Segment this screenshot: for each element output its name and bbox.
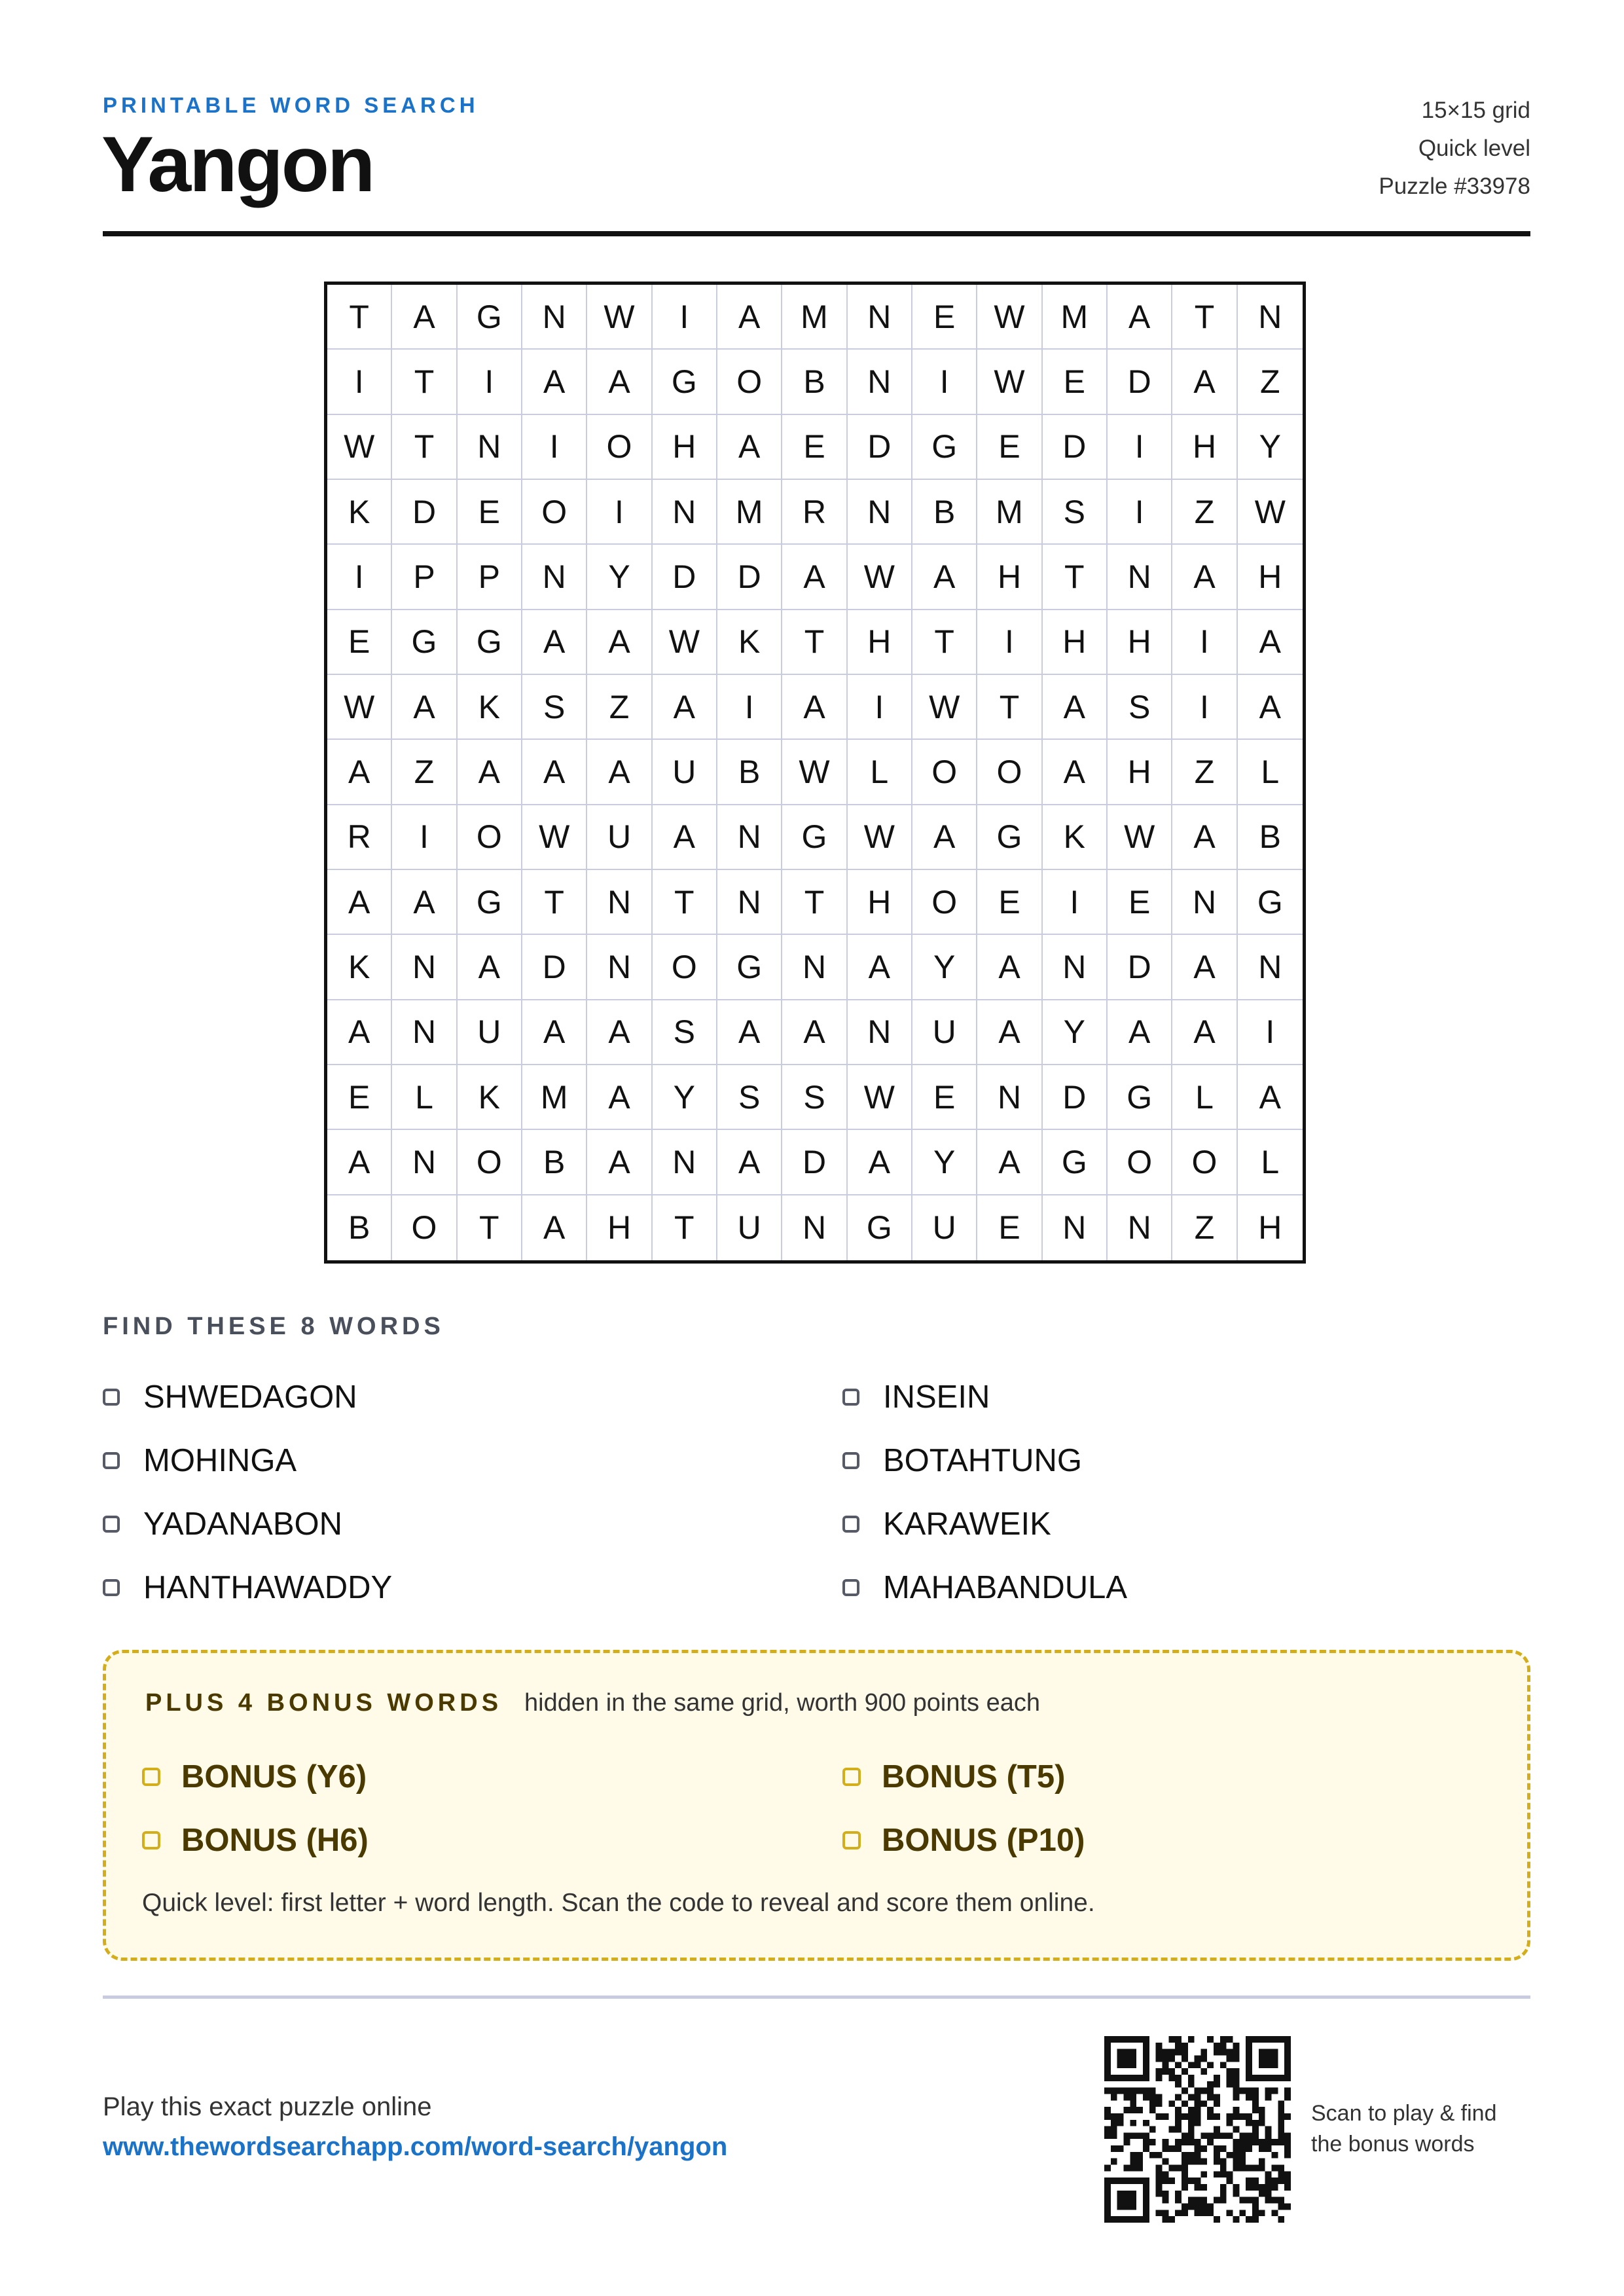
word-item[interactable] <box>842 1492 1235 1556</box>
grid-cell[interactable]: R <box>327 805 392 870</box>
grid-cell[interactable]: N <box>1043 1195 1108 1260</box>
grid-cell[interactable]: H <box>653 415 717 480</box>
word-item[interactable] <box>103 1429 842 1492</box>
grid-cell[interactable]: A <box>522 610 587 675</box>
grid-cell[interactable]: A <box>848 935 912 1000</box>
grid-cell[interactable]: A <box>392 285 457 350</box>
grid-cell[interactable]: I <box>1238 1000 1303 1065</box>
grid-cell[interactable]: A <box>327 1130 392 1195</box>
grid-cell[interactable]: A <box>1172 350 1237 414</box>
grid-cell[interactable]: N <box>392 1000 457 1065</box>
grid-cell[interactable]: N <box>1108 1195 1172 1260</box>
grid-cell[interactable]: N <box>587 935 652 1000</box>
grid-cell[interactable]: N <box>1238 285 1303 350</box>
grid-cell[interactable]: N <box>848 285 912 350</box>
grid-cell[interactable]: U <box>458 1000 522 1065</box>
footer-divider <box>103 1995 1530 1999</box>
grid-cell[interactable]: G <box>458 285 522 350</box>
find-words-heading: FIND THESE 8 WORDS <box>103 1313 444 1340</box>
grid-cell[interactable]: U <box>912 1195 977 1260</box>
grid-cell[interactable]: N <box>458 415 522 480</box>
grid-cell[interactable]: A <box>1172 545 1237 610</box>
grid-cell[interactable]: A <box>327 740 392 805</box>
grid-cell[interactable]: T <box>782 870 847 935</box>
grid-cell[interactable]: E <box>458 480 522 545</box>
grid-cell[interactable]: A <box>1238 610 1303 675</box>
grid-cell[interactable]: T <box>392 350 457 414</box>
grid-cell[interactable]: G <box>458 610 522 675</box>
grid-size-label: 15×15 grid <box>1421 98 1530 123</box>
grid-cell[interactable]: G <box>458 870 522 935</box>
grid-cell[interactable]: U <box>653 740 717 805</box>
grid-cell[interactable]: E <box>1108 870 1172 935</box>
grid-cell[interactable]: A <box>587 1130 652 1195</box>
grid-cell[interactable]: A <box>977 1130 1042 1195</box>
grid-cell[interactable]: H <box>848 610 912 675</box>
grid-cell[interactable]: Y <box>912 935 977 1000</box>
grid-cell[interactable]: T <box>977 675 1042 740</box>
word-item[interactable] <box>842 1429 1235 1492</box>
grid-cell[interactable]: I <box>977 610 1042 675</box>
word-label: YADANABON <box>143 1506 343 1542</box>
grid-cell[interactable]: W <box>848 1065 912 1130</box>
grid-cell[interactable]: B <box>1238 805 1303 870</box>
word-label: HANTHAWADDY <box>143 1569 393 1605</box>
grid-cell[interactable]: N <box>1238 935 1303 1000</box>
bonus-word-item[interactable] <box>142 1745 842 1808</box>
grid-cell[interactable]: L <box>1172 1065 1237 1130</box>
grid-cell[interactable]: A <box>392 675 457 740</box>
grid-cell[interactable]: I <box>327 545 392 610</box>
bonus-checkbox[interactable] <box>142 1768 160 1786</box>
grid-cell[interactable]: W <box>848 805 912 870</box>
grid-cell[interactable]: K <box>458 1065 522 1130</box>
grid-cell[interactable]: B <box>912 480 977 545</box>
grid-cell[interactable]: I <box>1108 480 1172 545</box>
bonus-note: Quick level: first letter + word length. Scan the code to reveal and score them online. <box>142 1889 1095 1917</box>
grid-cell[interactable]: E <box>977 1195 1042 1260</box>
puzzle-link[interactable]: www.thewordsearchapp.com/word-search/yangon <box>103 2132 728 2161</box>
grid-cell[interactable]: T <box>653 870 717 935</box>
grid-cell[interactable]: D <box>717 545 782 610</box>
checkbox[interactable] <box>103 1452 120 1469</box>
grid-cell[interactable]: T <box>522 870 587 935</box>
qr-caption <box>1311 2098 1497 2160</box>
grid-cell[interactable]: A <box>717 1000 782 1065</box>
grid-cell[interactable]: A <box>1172 1000 1237 1065</box>
grid-cell[interactable]: Z <box>587 675 652 740</box>
grid-cell[interactable]: W <box>977 285 1042 350</box>
grid-cell[interactable]: T <box>392 415 457 480</box>
grid-cell[interactable]: N <box>782 935 847 1000</box>
grid-cell[interactable]: D <box>782 1130 847 1195</box>
grid-cell[interactable]: D <box>848 415 912 480</box>
checkbox[interactable] <box>103 1579 120 1596</box>
grid-cell[interactable]: W <box>912 675 977 740</box>
grid-cell[interactable]: A <box>1172 935 1237 1000</box>
bonus-title: PLUS 4 BONUS WORDS <box>145 1689 503 1717</box>
grid-cell[interactable]: W <box>327 675 392 740</box>
bonus-word-label: BONUS (H6) <box>181 1822 369 1858</box>
grid-cell[interactable]: S <box>522 675 587 740</box>
grid-cell[interactable]: G <box>782 805 847 870</box>
grid-cell[interactable]: D <box>522 935 587 1000</box>
grid-cell[interactable]: N <box>653 1130 717 1195</box>
word-item[interactable] <box>842 1556 1235 1619</box>
grid-cell[interactable]: S <box>1108 675 1172 740</box>
grid-cell[interactable]: H <box>587 1195 652 1260</box>
word-label: MOHINGA <box>143 1442 297 1478</box>
grid-cell[interactable]: I <box>522 415 587 480</box>
word-label: MAHABANDULA <box>883 1569 1128 1605</box>
grid-cell[interactable]: A <box>327 870 392 935</box>
grid-cell[interactable]: I <box>1172 675 1237 740</box>
grid-cell[interactable]: O <box>717 350 782 414</box>
grid-cell[interactable]: P <box>392 545 457 610</box>
grid-cell[interactable]: A <box>522 1195 587 1260</box>
word-label: KARAWEIK <box>883 1506 1051 1542</box>
grid-cell[interactable]: T <box>912 610 977 675</box>
grid-cell[interactable]: H <box>1258 1209 1282 1247</box>
grid-cell[interactable]: A <box>848 1130 912 1195</box>
grid-cell[interactable]: E <box>912 1065 977 1130</box>
grid-cell[interactable]: U <box>587 805 652 870</box>
grid-cell[interactable]: S <box>782 1065 847 1130</box>
grid-cell[interactable]: A <box>522 740 587 805</box>
grid-cell[interactable]: A <box>522 1000 587 1065</box>
grid-cell[interactable]: H <box>977 545 1042 610</box>
grid-cell[interactable]: M <box>977 480 1042 545</box>
grid-cell[interactable]: I <box>912 350 977 414</box>
grid-cell[interactable]: E <box>782 415 847 480</box>
grid-cell[interactable]: A <box>912 805 977 870</box>
grid-cell[interactable]: O <box>392 1195 457 1260</box>
grid-cell[interactable]: N <box>653 480 717 545</box>
qr-caption-line: Scan to play & find <box>1311 2101 1497 2126</box>
grid-cell[interactable]: I <box>587 480 652 545</box>
grid-cell[interactable]: D <box>1108 350 1172 414</box>
grid-cell[interactable]: O <box>912 740 977 805</box>
grid-cell[interactable]: O <box>458 1130 522 1195</box>
grid-cell[interactable]: D <box>1043 1065 1108 1130</box>
grid-cell[interactable]: N <box>848 1000 912 1065</box>
bonus-word-list <box>142 1745 1235 1872</box>
grid-cell[interactable]: L <box>1238 1130 1303 1195</box>
grid-cell[interactable]: Y <box>587 545 652 610</box>
checkbox[interactable] <box>842 1516 859 1533</box>
checkbox[interactable] <box>103 1389 120 1406</box>
bonus-checkbox[interactable] <box>842 1831 861 1850</box>
grid-cell[interactable]: A <box>782 545 847 610</box>
grid-cell[interactable]: Z <box>392 740 457 805</box>
grid-cell[interactable]: A <box>587 350 652 414</box>
grid-cell[interactable]: Z <box>1172 1195 1237 1260</box>
grid-cell[interactable]: G <box>653 350 717 414</box>
grid-cell[interactable]: N <box>717 805 782 870</box>
grid-cell[interactable]: Y <box>1043 1000 1108 1065</box>
grid-cell[interactable]: T <box>327 285 392 350</box>
grid-cell[interactable]: A <box>1043 675 1108 740</box>
grid-cell[interactable]: N <box>1172 870 1237 935</box>
grid-cell[interactable]: U <box>717 1195 782 1260</box>
grid-cell[interactable]: A <box>912 545 977 610</box>
grid-cell[interactable]: R <box>782 480 847 545</box>
grid-cell[interactable]: G <box>1108 1065 1172 1130</box>
grid-cell[interactable]: G <box>1043 1130 1108 1195</box>
grid-cell[interactable]: E <box>327 610 392 675</box>
grid-cell[interactable]: A <box>1238 675 1303 740</box>
grid-cell[interactable]: N <box>782 1195 847 1260</box>
grid-cell[interactable]: U <box>912 1000 977 1065</box>
grid-cell[interactable]: N <box>848 350 912 414</box>
grid-cell[interactable]: N <box>717 870 782 935</box>
grid-cell[interactable]: N <box>522 545 587 610</box>
grid-cell[interactable]: I <box>458 350 522 414</box>
header-divider <box>103 231 1530 236</box>
grid-cell[interactable]: A <box>717 1130 782 1195</box>
grid-cell[interactable]: Z <box>1238 350 1303 414</box>
grid-cell[interactable]: A <box>587 1000 652 1065</box>
grid-cell[interactable]: N <box>1108 545 1172 610</box>
grid-cell[interactable]: O <box>912 870 977 935</box>
grid-cell[interactable]: Z <box>1172 740 1237 805</box>
grid-cell[interactable]: A <box>717 415 782 480</box>
grid-cell[interactable]: O <box>587 415 652 480</box>
grid-cell[interactable]: A <box>977 935 1042 1000</box>
level-label: Quick level <box>1418 136 1530 161</box>
grid-cell[interactable]: I <box>653 285 717 350</box>
grid-cell[interactable]: A <box>782 675 847 740</box>
bonus-checkbox[interactable] <box>842 1768 861 1786</box>
grid-cell[interactable]: D <box>1043 415 1108 480</box>
word-label: BOTAHTUNG <box>883 1442 1082 1478</box>
grid-cell[interactable]: W <box>977 350 1042 414</box>
grid-cell[interactable]: G <box>977 805 1042 870</box>
grid-cell[interactable]: S <box>1043 480 1108 545</box>
grid-cell[interactable]: O <box>1108 1130 1172 1195</box>
grid-cell[interactable]: Y <box>653 1065 717 1130</box>
grid-cell[interactable]: D <box>392 480 457 545</box>
word-label: SHWEDAGON <box>143 1379 357 1415</box>
grid-cell[interactable]: A <box>587 740 652 805</box>
grid-cell[interactable]: A <box>587 610 652 675</box>
grid-cell[interactable]: A <box>782 1000 847 1065</box>
grid-cell[interactable]: I <box>1172 610 1237 675</box>
grid-cell[interactable]: E <box>1043 350 1108 414</box>
puzzle-kicker: PRINTABLE WORD SEARCH <box>103 93 479 117</box>
qr-caption-line: the bonus words <box>1311 2132 1475 2157</box>
grid-cell[interactable]: Z <box>1172 480 1237 545</box>
grid-cell[interactable]: B <box>327 1195 392 1260</box>
grid-cell[interactable]: H <box>1172 415 1237 480</box>
checkbox[interactable] <box>842 1389 859 1406</box>
grid-cell[interactable]: K <box>717 610 782 675</box>
grid-cell[interactable]: D <box>1108 935 1172 1000</box>
word-item[interactable] <box>103 1365 842 1429</box>
bonus-word-item[interactable] <box>842 1745 1235 1808</box>
grid-cell[interactable]: N <box>1043 935 1108 1000</box>
puzzle-number-label: Puzzle #33978 <box>1379 173 1530 199</box>
grid-cell[interactable]: W <box>327 415 392 480</box>
grid-cell[interactable]: I <box>717 675 782 740</box>
word-item[interactable] <box>842 1365 1235 1429</box>
grid-cell[interactable]: N <box>392 935 457 1000</box>
grid-cell[interactable]: A <box>1108 285 1172 350</box>
grid-cell[interactable]: S <box>653 1000 717 1065</box>
grid-cell[interactable]: O <box>458 805 522 870</box>
grid-cell[interactable]: S <box>717 1065 782 1130</box>
word-label: INSEIN <box>883 1379 990 1415</box>
grid-cell[interactable]: G <box>912 415 977 480</box>
grid-cell[interactable]: A <box>717 285 782 350</box>
grid-cell[interactable]: N <box>587 870 652 935</box>
grid-cell[interactable]: B <box>522 1130 587 1195</box>
grid-cell[interactable]: T <box>458 1195 522 1260</box>
grid-cell[interactable]: P <box>458 545 522 610</box>
grid-cell[interactable]: E <box>977 870 1042 935</box>
grid-cell[interactable]: A <box>1238 1065 1303 1130</box>
grid-cell[interactable]: D <box>653 545 717 610</box>
bonus-word-label: BONUS (T5) <box>882 1758 1066 1795</box>
grid-cell[interactable]: T <box>653 1195 717 1260</box>
grid-cell[interactable]: W <box>522 805 587 870</box>
grid-cell[interactable]: E <box>327 1065 392 1130</box>
grid-cell[interactable]: W <box>653 610 717 675</box>
qr-code-icon[interactable] <box>1104 2036 1291 2223</box>
grid-cell[interactable]: W <box>587 285 652 350</box>
grid-cell[interactable]: H <box>1238 545 1303 610</box>
grid-cell[interactable]: T <box>1172 285 1237 350</box>
grid-cell[interactable]: I <box>848 675 912 740</box>
grid-cell[interactable]: K <box>458 675 522 740</box>
grid-cell[interactable]: B <box>717 740 782 805</box>
grid-cell[interactable]: O <box>1172 1130 1237 1195</box>
grid-cell[interactable]: O <box>653 935 717 1000</box>
bonus-panel <box>103 1650 1530 1961</box>
grid-cell[interactable]: Y <box>1238 415 1303 480</box>
grid-cell[interactable]: L <box>1238 740 1303 805</box>
grid-cell[interactable]: L <box>848 740 912 805</box>
grid-cell[interactable]: M <box>522 1065 587 1130</box>
grid-cell[interactable]: N <box>977 1065 1042 1130</box>
bonus-subtitle: hidden in the same grid, worth 900 points each <box>524 1689 1040 1717</box>
grid-cell[interactable]: A <box>1043 740 1108 805</box>
word-item[interactable] <box>103 1492 842 1556</box>
puzzle-meta <box>1379 92 1530 206</box>
word-item[interactable] <box>103 1556 842 1619</box>
grid-cell[interactable]: G <box>392 610 457 675</box>
bonus-checkbox[interactable] <box>142 1831 160 1850</box>
grid-cell[interactable]: A <box>458 935 522 1000</box>
grid-cell[interactable]: W <box>782 740 847 805</box>
bonus-word-label: BONUS (Y6) <box>181 1758 367 1795</box>
grid-cell[interactable]: A <box>1172 805 1237 870</box>
word-list <box>103 1365 1128 1619</box>
checkbox[interactable] <box>842 1452 859 1469</box>
grid-cell[interactable]: M <box>1043 285 1108 350</box>
grid-cell[interactable]: K <box>1043 805 1108 870</box>
bonus-header <box>145 1689 1040 1717</box>
grid-cell[interactable]: M <box>717 480 782 545</box>
grid-cell[interactable]: W <box>1238 480 1303 545</box>
grid-cell[interactable]: Y <box>912 1130 977 1195</box>
grid-cell[interactable]: H <box>848 870 912 935</box>
grid-cell[interactable]: A <box>458 740 522 805</box>
letter-grid[interactable] <box>324 282 1306 1264</box>
grid-cell[interactable]: N <box>522 285 587 350</box>
grid-cell[interactable]: G <box>1238 870 1303 935</box>
grid-cell[interactable]: H <box>1043 610 1108 675</box>
grid-cell[interactable]: B <box>782 350 847 414</box>
grid-cell[interactable]: I <box>392 805 457 870</box>
grid-cell[interactable]: G <box>848 1195 912 1260</box>
grid-cell[interactable]: N <box>392 1130 457 1195</box>
grid-cell[interactable]: T <box>782 610 847 675</box>
grid-cell[interactable]: N <box>848 480 912 545</box>
bonus-word-label: BONUS (P10) <box>882 1822 1085 1858</box>
bonus-word-item[interactable] <box>842 1808 1235 1872</box>
grid-cell[interactable]: I <box>1108 415 1172 480</box>
play-online-label: Play this exact puzzle online <box>103 2092 432 2121</box>
grid-cell[interactable]: O <box>522 480 587 545</box>
grid-cell[interactable]: A <box>392 870 457 935</box>
grid-cell[interactable]: L <box>392 1065 457 1130</box>
grid-cell[interactable]: K <box>327 480 392 545</box>
bonus-word-item[interactable] <box>142 1808 842 1872</box>
grid-cell[interactable]: A <box>522 350 587 414</box>
grid-cell[interactable]: A <box>587 1065 652 1130</box>
grid-cell[interactable]: A <box>977 1000 1042 1065</box>
page-title: Yangon <box>101 120 374 208</box>
grid-cell[interactable]: E <box>912 285 977 350</box>
grid-cell[interactable]: O <box>977 740 1042 805</box>
checkbox[interactable] <box>103 1516 120 1533</box>
grid-cell[interactable]: E <box>977 415 1042 480</box>
grid-cell[interactable]: A <box>653 805 717 870</box>
grid-cell[interactable]: I <box>1043 870 1108 935</box>
grid-cell[interactable]: M <box>782 285 847 350</box>
grid-cell[interactable]: G <box>717 935 782 1000</box>
grid-cell[interactable]: H <box>1108 610 1172 675</box>
grid-cell[interactable]: I <box>327 350 392 414</box>
grid-cell[interactable]: H <box>1108 740 1172 805</box>
grid-cell[interactable]: A <box>653 675 717 740</box>
checkbox[interactable] <box>842 1579 859 1596</box>
grid-cell[interactable]: T <box>1043 545 1108 610</box>
grid-cell[interactable]: K <box>327 935 392 1000</box>
grid-cell[interactable]: W <box>1108 805 1172 870</box>
grid-cell[interactable]: A <box>327 1000 392 1065</box>
grid-cell[interactable]: A <box>1108 1000 1172 1065</box>
grid-cell[interactable]: W <box>848 545 912 610</box>
